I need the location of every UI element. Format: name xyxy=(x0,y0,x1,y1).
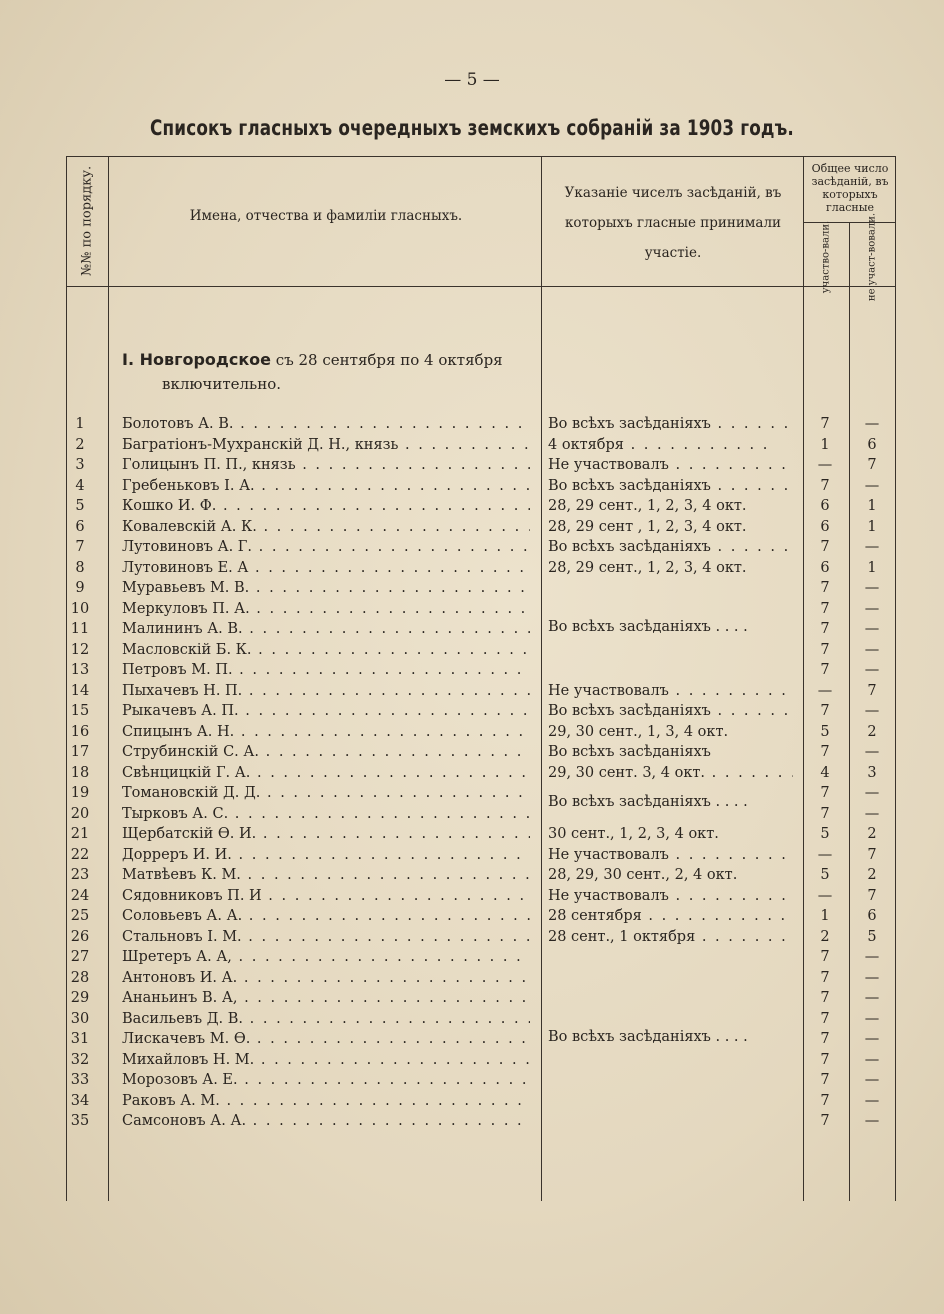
member-name: Болотовъ А. В. . . . xyxy=(122,414,530,435)
table-row xyxy=(0,742,944,763)
header-names: Имена, отчества и фамиліи гласныхъ. xyxy=(189,208,463,224)
count-not-participated: 7 xyxy=(867,846,877,863)
member-name: Багратіонъ-Мухранскій Д. Н., князь . . . xyxy=(122,435,530,456)
member-name: Тырковъ А. С. . . . xyxy=(122,804,530,825)
count-participated: 7 xyxy=(820,949,830,965)
count-not-participated: — xyxy=(864,1113,880,1129)
count-not-participated: — xyxy=(864,1092,880,1109)
row-number: 4 xyxy=(75,477,85,494)
sessions-attended: Во всѣхъ засѣданіяхъ . . . xyxy=(548,414,793,435)
count-participated: 7 xyxy=(820,703,830,719)
total-sub-rule xyxy=(803,222,895,223)
count-not-participated: — xyxy=(864,539,880,555)
member-name: Матвѣевъ К. М. . . . xyxy=(122,865,530,886)
count-not-participated: 7 xyxy=(867,887,877,904)
count-participated: — xyxy=(817,457,833,473)
member-name: Сядовниковъ П. И . . . xyxy=(122,886,530,907)
count-not-participated: 1 xyxy=(867,518,877,535)
member-name: Муравьевъ М. В. . . . xyxy=(122,578,530,599)
sessions-attended: Во всѣхъ засѣданіяхъ . . . xyxy=(548,537,793,558)
row-number: 30 xyxy=(70,1010,90,1027)
row-number: 20 xyxy=(70,805,90,822)
table-row xyxy=(0,517,944,538)
count-participated: 5 xyxy=(820,723,830,740)
header-sessions: Указаніе чиселъ засѣданій, въ которыхъ гласные принимали участіе. xyxy=(564,185,782,261)
sessions-attended: 29, 30 сент., 1, 3, 4 окт. xyxy=(548,723,729,740)
member-name: Ананьинъ В. А, . . . xyxy=(122,988,530,1009)
member-name: Кошко И. Ф. . . . xyxy=(122,496,530,517)
member-name: Соловьевъ А. А. . . . xyxy=(122,906,530,927)
table-row xyxy=(0,1111,944,1132)
count-participated: 7 xyxy=(820,1031,830,1047)
count-not-participated: — xyxy=(864,744,880,760)
row-number: 31 xyxy=(70,1031,90,1047)
count-not-participated: — xyxy=(864,662,880,678)
table-row xyxy=(0,537,944,558)
member-name: Стальновъ І. М. . . . xyxy=(122,927,530,948)
count-participated: 7 xyxy=(820,1113,830,1129)
count-not-participated: 2 xyxy=(867,867,877,883)
sessions-attended: Во всѣхъ засѣданіяхъ . . . xyxy=(548,476,793,497)
member-name: Петровъ М. П. . . . xyxy=(122,660,530,681)
count-not-participated: 2 xyxy=(867,826,877,842)
row-number: 22 xyxy=(70,846,90,863)
sessions-attended: 28, 29 сент , 1, 2, 3, 4 окт. xyxy=(548,518,747,535)
row-number: 1 xyxy=(75,416,85,432)
table-row xyxy=(0,496,944,517)
table-row xyxy=(0,1091,944,1112)
row-number: 7 xyxy=(75,539,85,555)
count-participated: 7 xyxy=(820,744,830,760)
member-name: Свѣнцицкій Г. А. . . . xyxy=(122,763,530,784)
header-bottom-rule xyxy=(66,286,896,287)
count-not-participated: — xyxy=(864,621,880,637)
row-number: 12 xyxy=(70,641,90,658)
count-not-participated: 6 xyxy=(867,436,877,453)
count-participated: 7 xyxy=(820,969,830,986)
row-number: 9 xyxy=(75,580,85,596)
count-not-participated: 1 xyxy=(867,559,877,576)
count-not-participated: 2 xyxy=(867,723,877,740)
count-participated: — xyxy=(817,682,833,699)
member-name: Лутовиновъ А. Г. . . . xyxy=(122,537,530,558)
count-not-participated: 3 xyxy=(867,764,877,781)
count-not-participated: — xyxy=(864,600,880,617)
count-participated: 4 xyxy=(820,764,830,781)
header-total: Общее число засѣданій, въ которыхъ гласные xyxy=(811,162,889,214)
count-participated: 6 xyxy=(820,498,830,514)
sessions-attended: 28 сент., 1 октября . . . xyxy=(548,927,793,948)
row-number: 14 xyxy=(70,682,90,699)
row-number: 17 xyxy=(70,744,90,760)
count-not-participated: — xyxy=(864,1031,880,1047)
count-participated: 7 xyxy=(820,600,830,617)
sessions-attended: 28, 29 сент., 1, 2, 3, 4 окт. xyxy=(548,559,747,576)
table-row xyxy=(0,1029,944,1050)
row-number: 18 xyxy=(70,764,90,781)
row-number: 5 xyxy=(75,498,85,514)
row-number: 2 xyxy=(75,436,85,453)
table-row xyxy=(0,455,944,476)
section-heading xyxy=(122,348,542,396)
header-participated: участво-вали. xyxy=(820,220,832,294)
count-not-participated: — xyxy=(864,416,880,432)
count-participated: 7 xyxy=(820,580,830,596)
count-participated: 5 xyxy=(820,826,830,842)
sessions-attended: Не участвовалъ . . . xyxy=(548,455,793,476)
table-row xyxy=(0,476,944,497)
sessions-attended: 28 сентября . . . xyxy=(548,906,793,927)
count-not-participated: — xyxy=(864,990,880,1006)
member-name: Михайловъ Н. М. . . . xyxy=(122,1050,530,1071)
sessions-attended: Во всѣхъ засѣданіяхъ xyxy=(548,744,711,760)
count-not-participated: 7 xyxy=(867,457,877,473)
member-name: Лутовиновъ Е. А . . . xyxy=(122,558,530,579)
table-row xyxy=(0,968,944,989)
section-continuation: включительно. xyxy=(162,375,281,393)
page-number: — 5 — xyxy=(444,70,500,90)
table-row xyxy=(0,783,944,804)
group-sessions-label: Во всѣхъ засѣданіяхъ . . . . xyxy=(548,793,748,810)
row-number: 28 xyxy=(70,969,90,986)
row-number: 10 xyxy=(70,600,90,617)
page-title: Списокъ гласныхъ очередныхъ земскихъ собраній за 1903 годъ. xyxy=(150,116,794,140)
count-participated: 7 xyxy=(820,1072,830,1088)
count-participated: 7 xyxy=(820,416,830,432)
voters-table xyxy=(66,156,896,1201)
table-row xyxy=(0,804,944,825)
table-row xyxy=(0,599,944,620)
count-participated: 7 xyxy=(820,477,830,494)
table-row xyxy=(0,927,944,948)
row-number: 32 xyxy=(70,1051,90,1068)
count-not-participated: — xyxy=(864,477,880,494)
member-name: Меркуловъ П. А. . . . xyxy=(122,599,530,620)
row-number: 19 xyxy=(70,785,90,801)
member-name: Пыхачевъ Н. П. . . . xyxy=(122,681,530,702)
table-top-rule xyxy=(66,156,896,157)
count-not-participated: — xyxy=(864,580,880,596)
count-not-participated: — xyxy=(864,1010,880,1027)
table-row xyxy=(0,906,944,927)
sessions-attended: Не участвовалъ . . . xyxy=(548,681,793,702)
count-not-participated: — xyxy=(864,641,880,658)
row-number: 11 xyxy=(70,621,90,637)
sessions-attended: 30 сент., 1, 2, 3, 4 окт. xyxy=(548,826,719,842)
sessions-attended: 29, 30 сент. 3, 4 окт. . . . xyxy=(548,763,793,784)
sessions-attended: 28, 29 сент., 1, 2, 3, 4 окт. xyxy=(548,498,747,514)
count-participated: — xyxy=(817,887,833,904)
table-row xyxy=(0,701,944,722)
member-name: Дорреръ И. И. . . . xyxy=(122,845,530,866)
count-not-participated: — xyxy=(864,805,880,822)
count-not-participated: 6 xyxy=(867,908,877,924)
member-name: Струбинскій С. А. . . . xyxy=(122,742,530,763)
row-number: 13 xyxy=(70,662,90,678)
table-row xyxy=(0,640,944,661)
count-participated: 7 xyxy=(820,1051,830,1068)
sessions-attended: 4 октября . . . xyxy=(548,435,793,456)
table-row xyxy=(0,886,944,907)
member-name: Масловскій Б. К. . . . xyxy=(122,640,530,661)
header-number: №№ по порядку. xyxy=(79,165,95,277)
member-name: Раковъ А. М. . . . xyxy=(122,1091,530,1112)
section-lead: I. Новгородское xyxy=(122,350,272,369)
member-name: Малининъ А. В. . . . xyxy=(122,619,530,640)
table-row xyxy=(0,558,944,579)
row-number: 3 xyxy=(75,457,85,473)
table-row xyxy=(0,947,944,968)
sessions-attended: 28, 29, 30 сент., 2, 4 окт. xyxy=(548,867,738,883)
count-not-participated: — xyxy=(864,1051,880,1068)
count-participated: 2 xyxy=(820,928,830,945)
table-row xyxy=(0,1050,944,1071)
member-name: Шретеръ А. А, . . . xyxy=(122,947,530,968)
count-not-participated: — xyxy=(864,703,880,719)
row-number: 21 xyxy=(70,826,90,842)
table-row xyxy=(0,722,944,743)
row-number: 29 xyxy=(70,990,90,1006)
count-participated: 7 xyxy=(820,641,830,658)
member-name: Самсоновъ А. А. . . . xyxy=(122,1111,530,1132)
row-number: 23 xyxy=(70,867,90,883)
table-row xyxy=(0,845,944,866)
row-number: 35 xyxy=(70,1113,90,1129)
table-row xyxy=(0,865,944,886)
member-name: Голицынъ П. П., князь . . . xyxy=(122,455,530,476)
count-participated: 1 xyxy=(820,908,830,924)
table-row xyxy=(0,435,944,456)
table-row xyxy=(0,578,944,599)
member-name: Васильевъ Д. В. . . . xyxy=(122,1009,530,1030)
row-number: 34 xyxy=(70,1092,90,1109)
count-participated: 7 xyxy=(820,805,830,822)
count-participated: 7 xyxy=(820,662,830,678)
count-participated: 7 xyxy=(820,1010,830,1027)
count-not-participated: — xyxy=(864,949,880,965)
member-name: Спицынъ А. Н. . . . xyxy=(122,722,530,743)
group-brace xyxy=(541,785,546,822)
count-not-participated: — xyxy=(864,1072,880,1088)
sessions-attended: Не участвовалъ . . . xyxy=(548,886,793,907)
count-not-participated: 1 xyxy=(867,498,877,514)
table-row xyxy=(0,1009,944,1030)
table-row xyxy=(0,660,944,681)
table-row xyxy=(0,681,944,702)
table-row xyxy=(0,619,944,640)
count-not-participated: 5 xyxy=(867,928,877,945)
count-not-participated: 7 xyxy=(867,682,877,699)
member-name: Лискачевъ М. Ѳ. . . . xyxy=(122,1029,530,1050)
row-number: 16 xyxy=(70,723,90,740)
count-participated: 7 xyxy=(820,1092,830,1109)
row-number: 27 xyxy=(70,949,90,965)
table-row xyxy=(0,1070,944,1091)
member-name: Щербатскій Ѳ. И. . . . xyxy=(122,824,530,845)
row-number: 6 xyxy=(75,518,85,535)
member-name: Гребеньковъ І. А. . . . xyxy=(122,476,530,497)
section-dates: съ 28 сентября по 4 октября xyxy=(275,351,503,369)
row-number: 15 xyxy=(70,703,90,719)
table-row xyxy=(0,414,944,435)
row-number: 33 xyxy=(70,1072,90,1088)
group-sessions-label: Во всѣхъ засѣданіяхъ . . . . xyxy=(548,1029,748,1046)
member-name: Томановскій Д. Д. . . . xyxy=(122,783,530,804)
count-participated: 5 xyxy=(820,867,830,883)
sessions-attended: Во всѣхъ засѣданіяхъ . . . xyxy=(548,701,793,722)
header-not-participated: не участ-вовали. xyxy=(866,212,878,302)
sessions-attended: Не участвовалъ . . . xyxy=(548,845,793,866)
count-participated: — xyxy=(817,846,833,863)
group-sessions-label: Во всѣхъ засѣданіяхъ . . . . xyxy=(548,619,748,636)
count-not-participated: — xyxy=(864,785,880,801)
count-participated: 7 xyxy=(820,990,830,1006)
count-participated: 1 xyxy=(820,436,830,453)
member-name: Ковалевскій А. К. . . . xyxy=(122,517,530,538)
count-not-participated: — xyxy=(864,969,880,986)
row-number: 26 xyxy=(70,928,90,945)
table-row xyxy=(0,763,944,784)
count-participated: 7 xyxy=(820,539,830,555)
member-name: Морозовъ А. Е. . . . xyxy=(122,1070,530,1091)
count-participated: 7 xyxy=(820,621,830,637)
count-participated: 7 xyxy=(820,785,830,801)
table-row xyxy=(0,988,944,1009)
row-number: 24 xyxy=(70,887,90,904)
member-name: Антоновъ И. А. . . . xyxy=(122,968,530,989)
row-number: 25 xyxy=(70,908,90,924)
count-participated: 6 xyxy=(820,518,830,535)
group-brace xyxy=(541,949,546,1130)
count-participated: 6 xyxy=(820,559,830,576)
member-name: Рыкачевъ А. П. . . . xyxy=(122,701,530,722)
row-number: 8 xyxy=(75,559,85,576)
table-row xyxy=(0,824,944,845)
group-brace xyxy=(541,580,546,679)
